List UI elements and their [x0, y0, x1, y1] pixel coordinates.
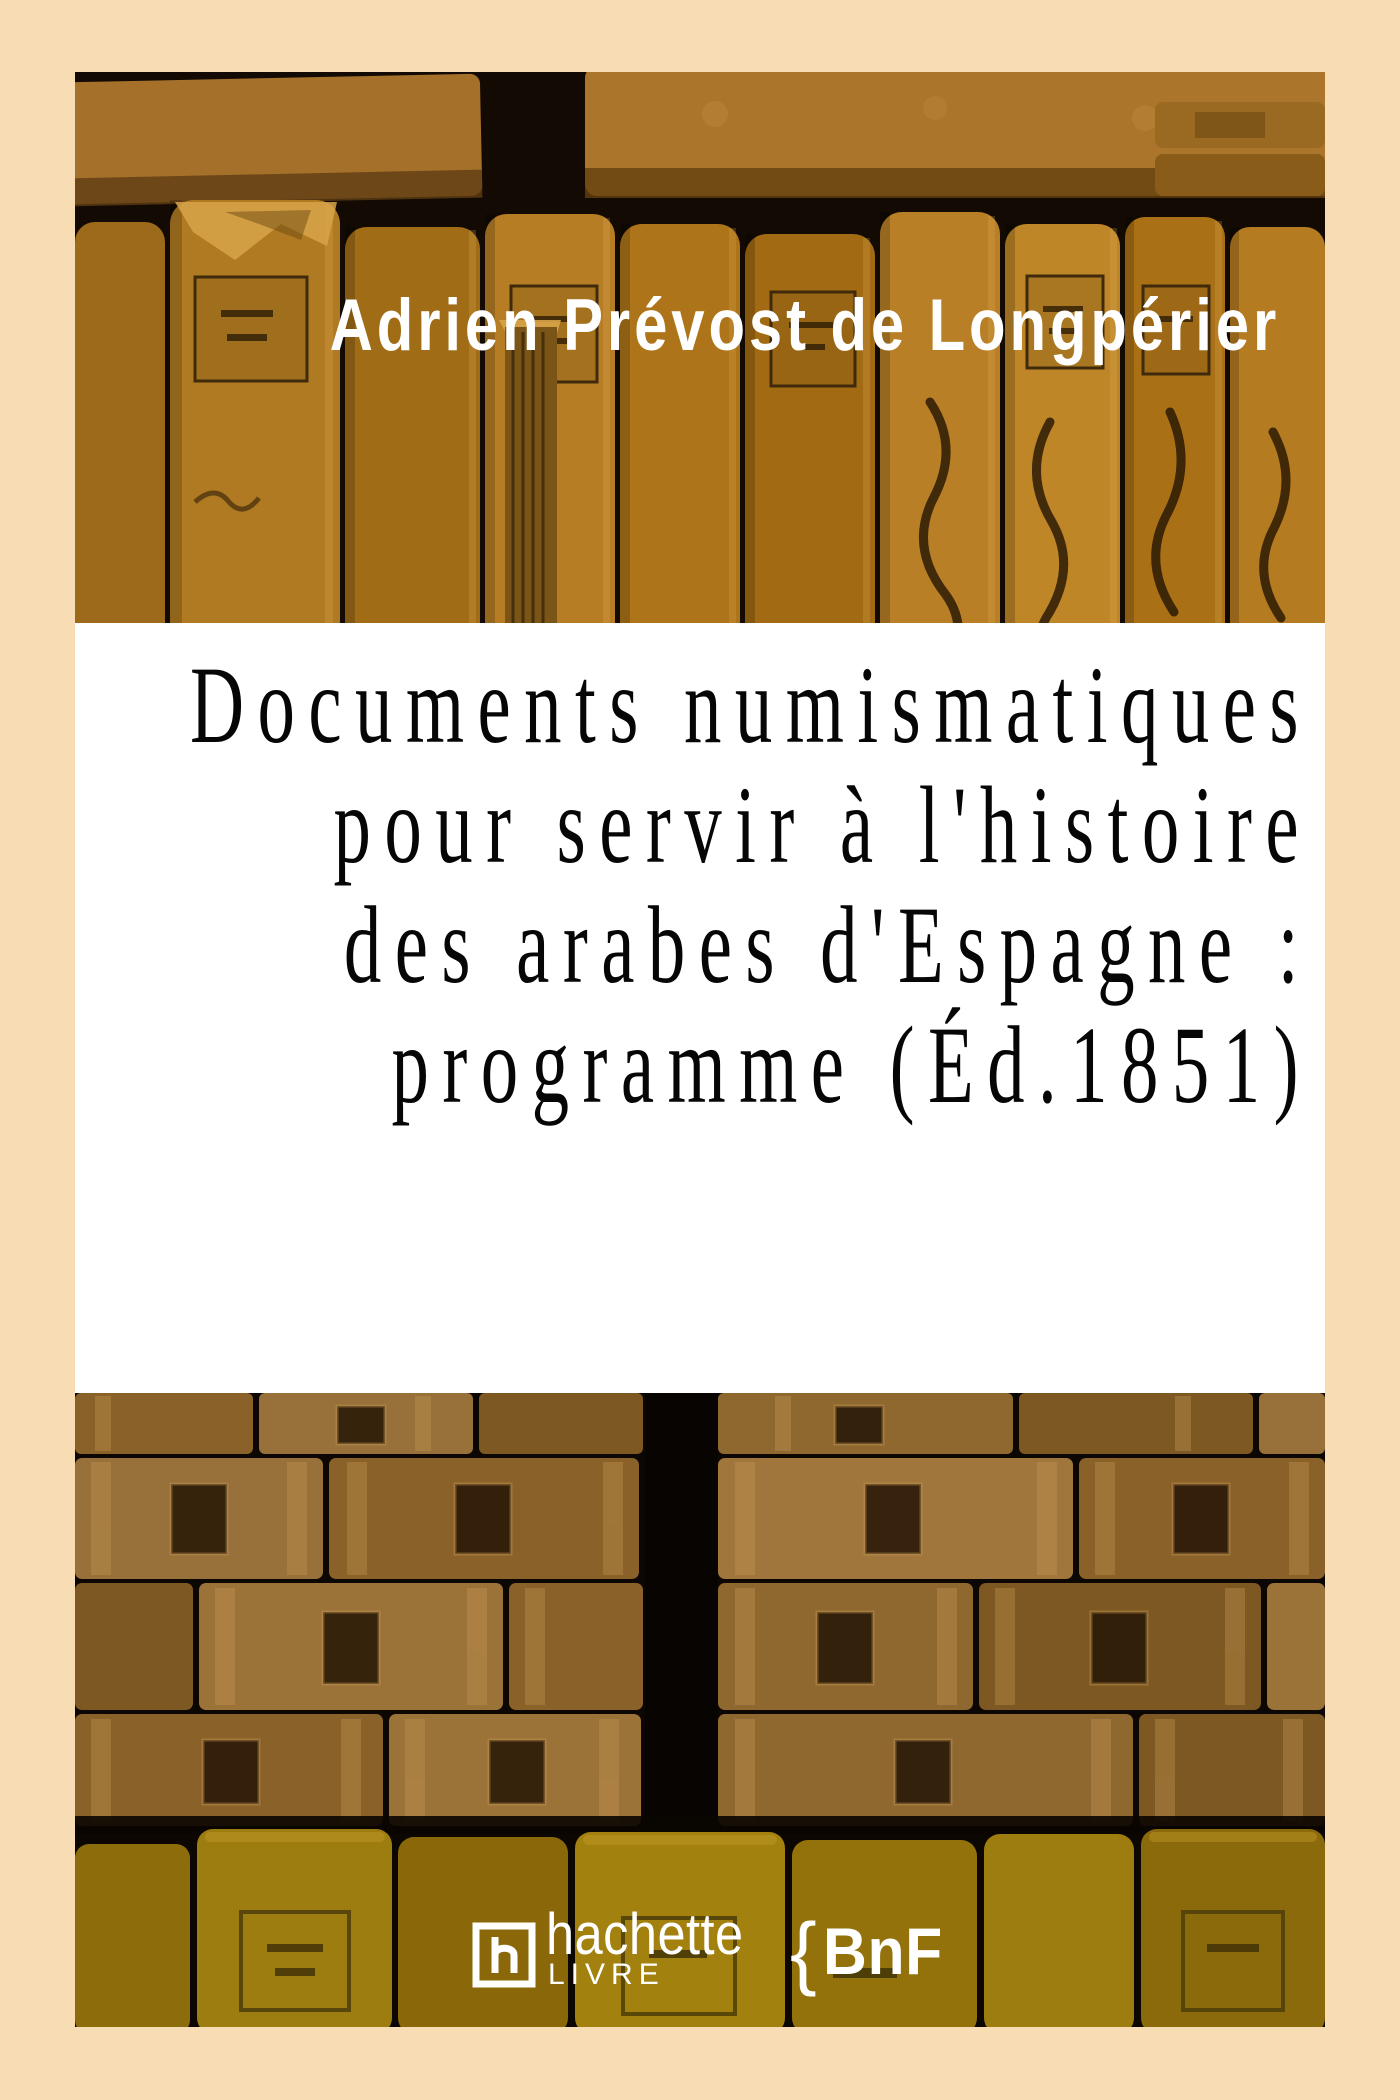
- bnf-wordmark: BnF: [822, 1914, 943, 1988]
- title-line-2: pour servir à l'histoire: [333, 764, 1312, 886]
- bnf-logo: [790, 1906, 953, 1997]
- hachette-square-h-icon: [472, 1922, 536, 1993]
- top-books: [75, 72, 1325, 698]
- bnf-brace-icon: {: [790, 1906, 817, 1997]
- title-line-1: Documents numismatiques: [190, 644, 1312, 766]
- author-name: Adrien Prévost de Longpérier: [329, 285, 1280, 366]
- book-title: [190, 645, 1312, 1125]
- hachette-imprint-livre: LIVRE: [548, 1958, 665, 1991]
- title-line-4: programme (Éd.1851): [391, 1004, 1312, 1126]
- title-line-3: des arabes d'Espagne :: [343, 884, 1312, 1006]
- hachette-wordmark: hachette: [546, 1902, 744, 1967]
- hachette-livre-logo: [472, 1902, 802, 1992]
